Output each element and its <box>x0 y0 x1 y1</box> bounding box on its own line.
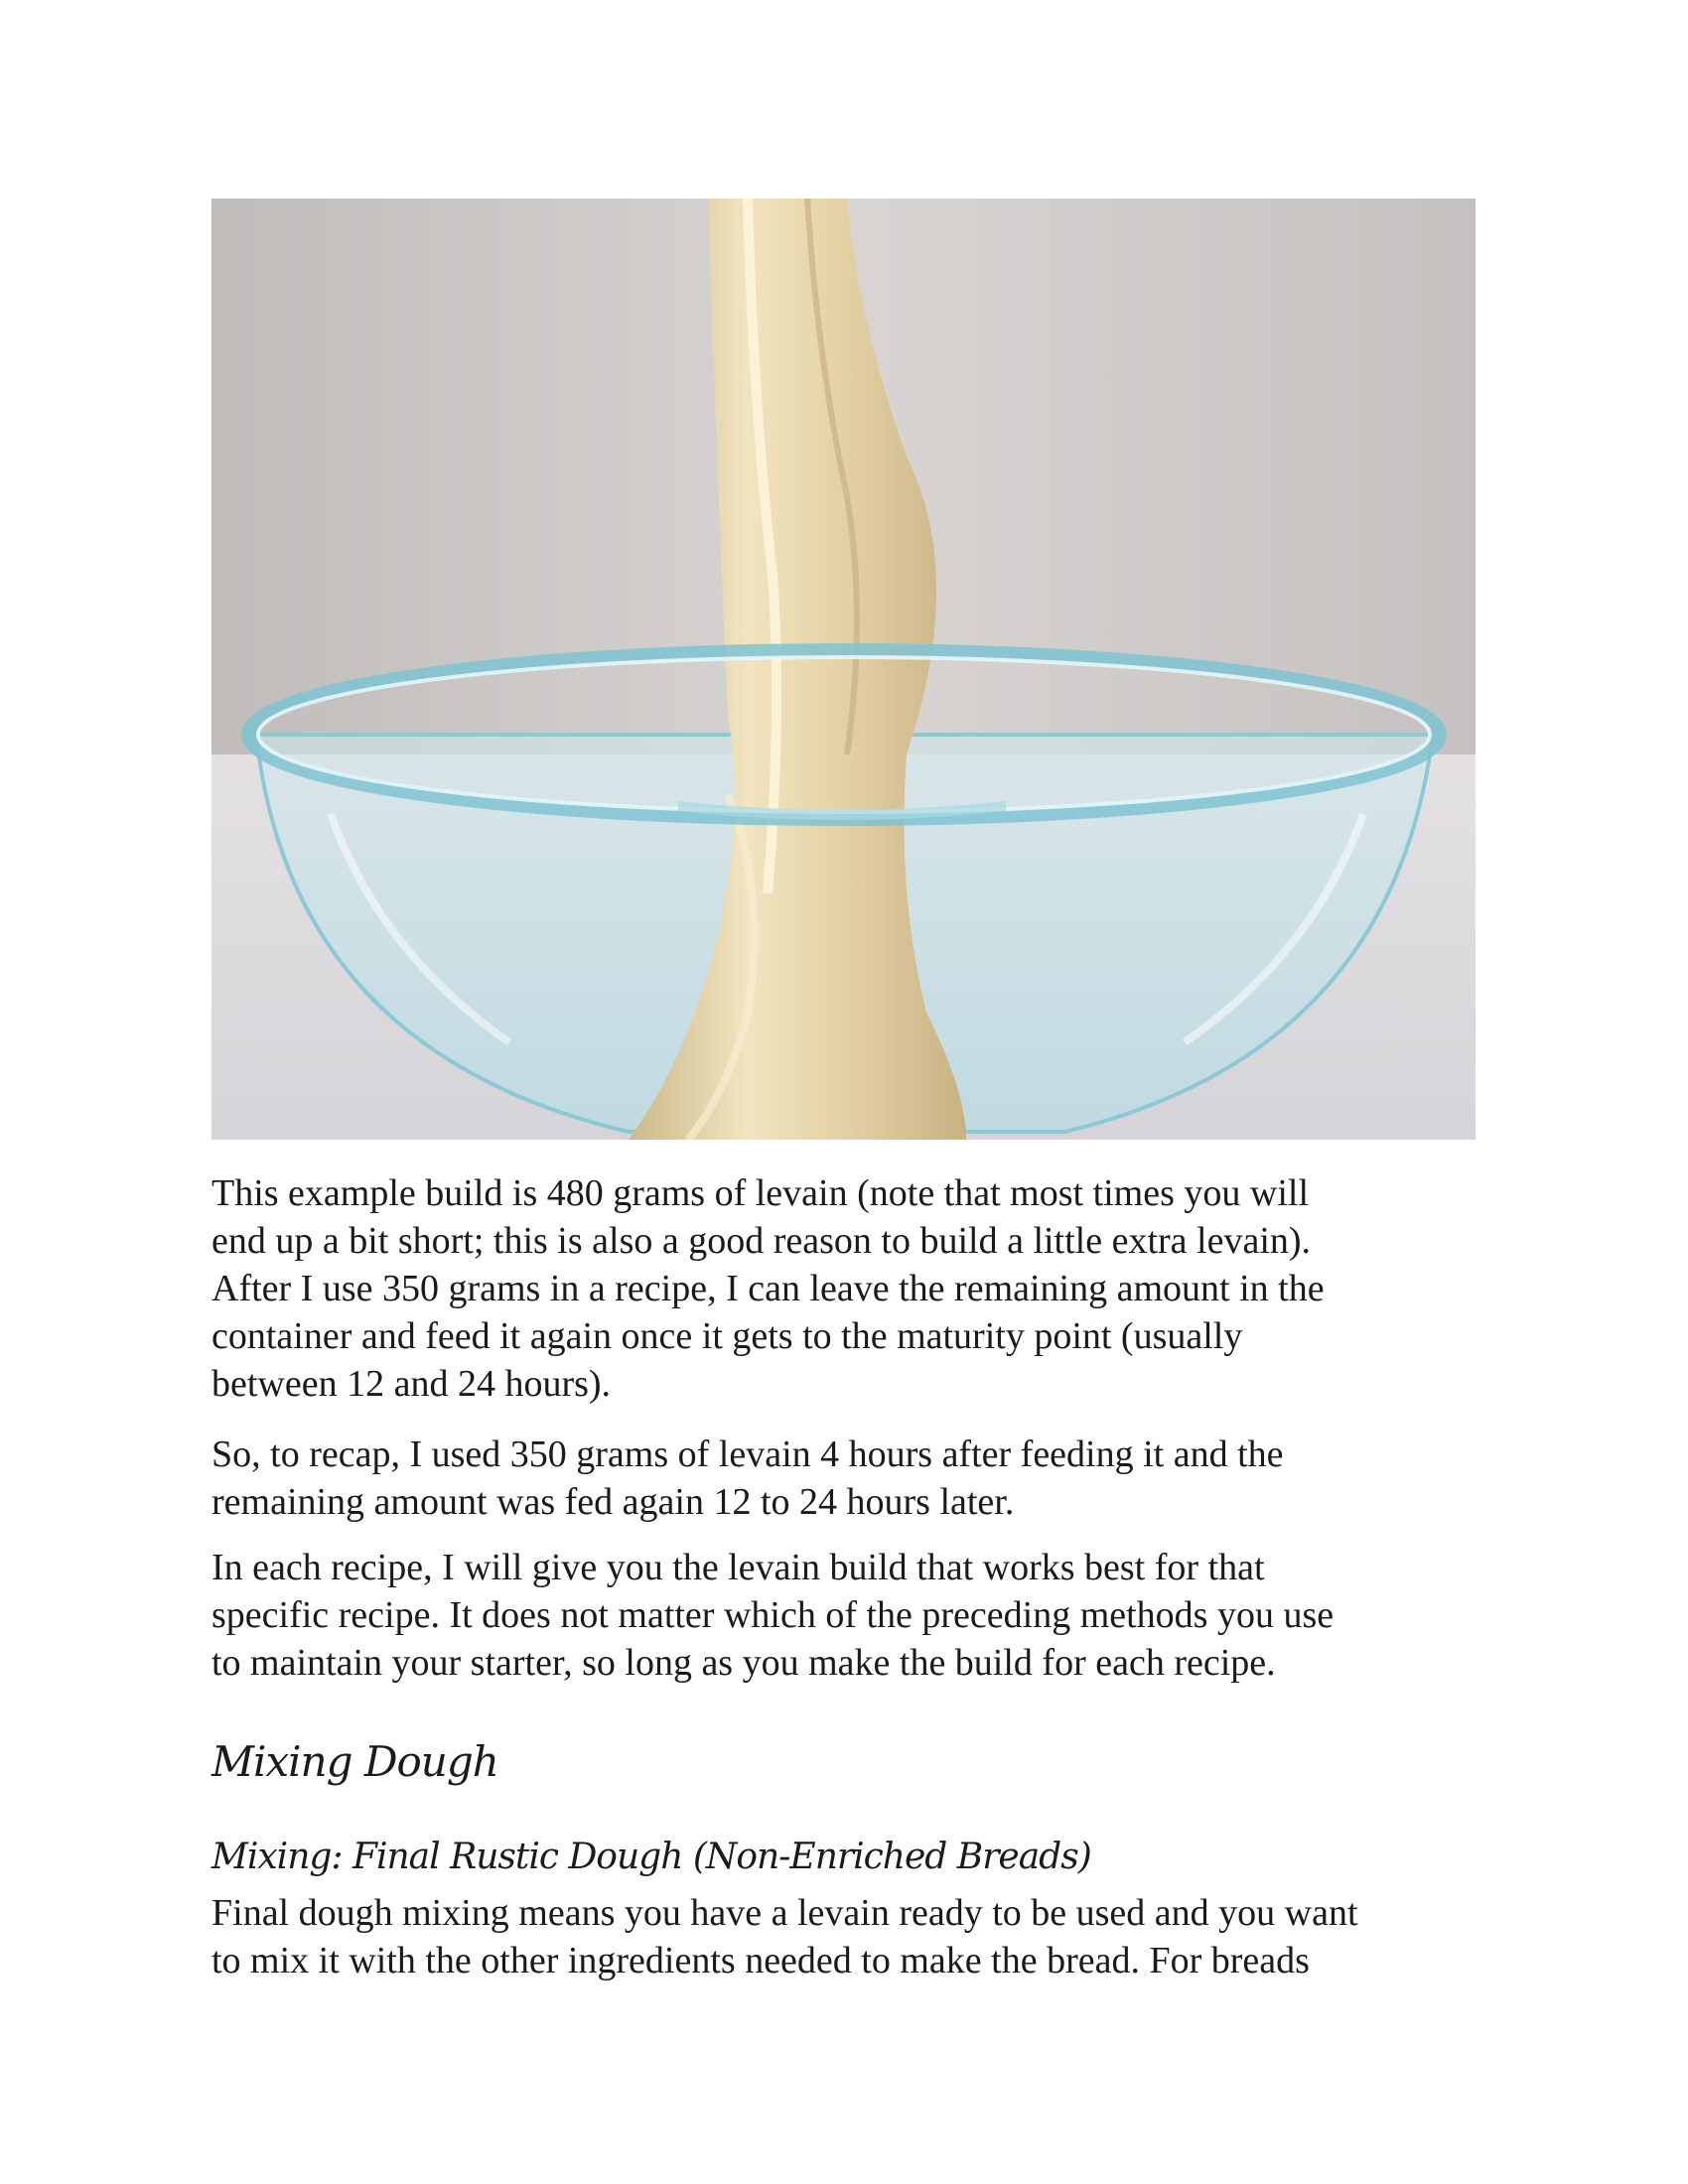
section-heading-mixing-dough: Mixing Dough <box>211 1737 498 1786</box>
subsection-heading-final-rustic-dough: Mixing: Final Rustic Dough (Non-Enriched Breads) <box>211 1837 1091 1877</box>
levain-photo <box>211 199 1476 1140</box>
paragraph-recap: So, to recap, I used 350 grams of levain 4 hours after feeding it and the remaining amount was fed again 12 to 24 hours later. <box>211 1433 1284 1523</box>
paragraph-levain-build: This example build is 480 grams of levain (note that most times you will end up a bit short; this is also a good reason to build a little extra levain). After I use 350 grams in a recipe, I can leave the remaining amount in the container and feed it again once it gets to the maturity point (usually between 12 and 24 hours). <box>211 1172 1325 1405</box>
paragraph-recipe-levain: In each recipe, I will give you the levain build that works best for that specific recipe. It does not matter which of the preceding methods you use to maintain your starter, so long as you make the build for each recipe. <box>211 1547 1335 1684</box>
paragraph-final-dough-mixing: Final dough mixing means you have a levain ready to be used and you want to mix it with the other ingredients needed to make the bread. For breads <box>211 1892 1358 1981</box>
levain-stretch-image <box>211 199 1476 1140</box>
